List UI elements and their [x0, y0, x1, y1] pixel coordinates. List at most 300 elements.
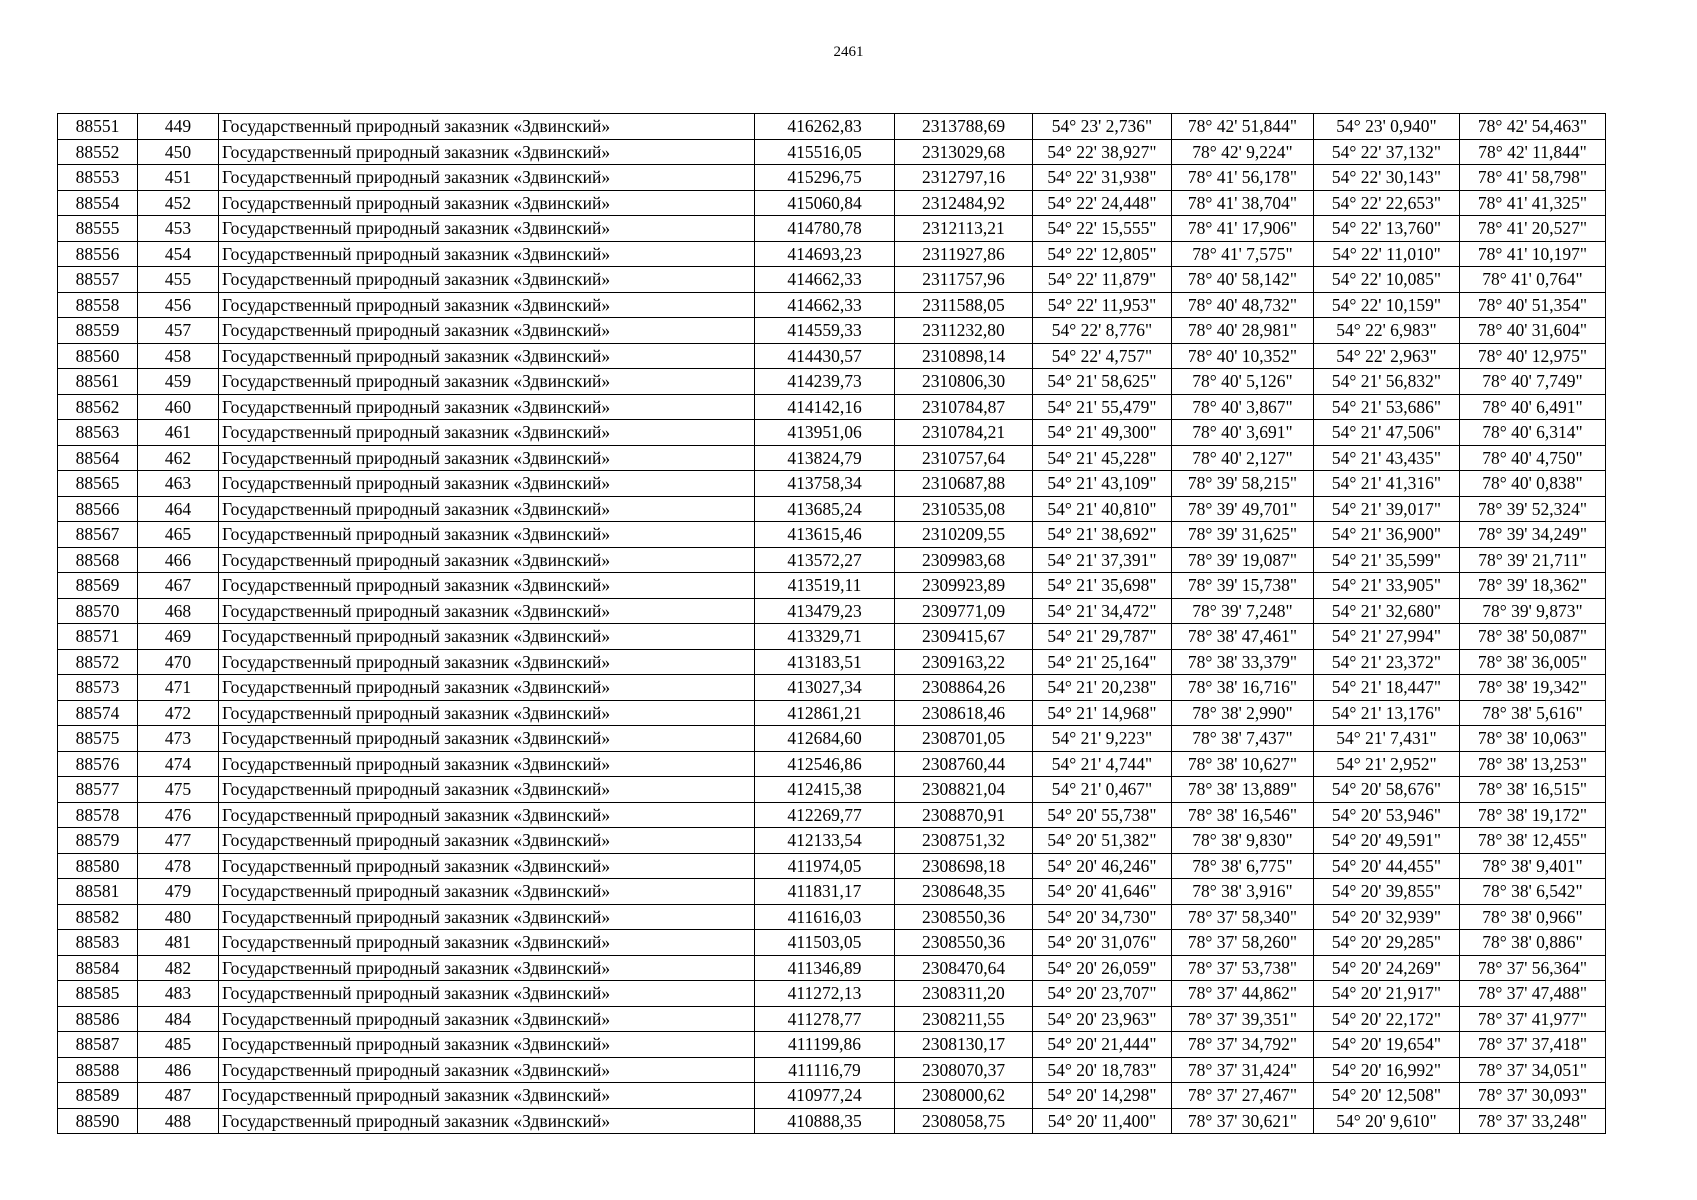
y-coordinate-cell: 2308070,37 [895, 1057, 1033, 1083]
record-id-cell: 88559 [58, 318, 138, 344]
y-coordinate-cell: 2308470,64 [895, 955, 1033, 981]
longitude-2-cell: 78° 38' 5,616" [1460, 700, 1606, 726]
x-coordinate-cell: 411974,05 [755, 853, 895, 879]
table-row [58, 496, 1606, 522]
latitude-1-cell: 54° 22' 12,805" [1033, 241, 1172, 267]
point-number-cell: 454 [138, 241, 219, 267]
point-number-cell: 449 [138, 114, 219, 140]
y-coordinate-cell: 2312797,16 [895, 165, 1033, 191]
x-coordinate-cell: 413824,79 [755, 445, 895, 471]
x-coordinate-cell: 413519,11 [755, 573, 895, 599]
table-body [58, 114, 1606, 1134]
table-row [58, 216, 1606, 242]
record-id-cell: 88582 [58, 904, 138, 930]
record-id-cell: 88588 [58, 1057, 138, 1083]
point-number-cell: 459 [138, 369, 219, 395]
table-row [58, 981, 1606, 1007]
x-coordinate-cell: 415296,75 [755, 165, 895, 191]
longitude-2-cell: 78° 40' 0,838" [1460, 471, 1606, 497]
y-coordinate-cell: 2308864,26 [895, 675, 1033, 701]
table-row [58, 318, 1606, 344]
latitude-2-cell: 54° 22' 22,653" [1314, 190, 1460, 216]
point-number-cell: 450 [138, 139, 219, 165]
object-name-cell: Государственный природный заказник «Здвинский» [219, 930, 755, 956]
x-coordinate-cell: 414662,33 [755, 292, 895, 318]
latitude-1-cell: 54° 21' 55,479" [1033, 394, 1172, 420]
point-number-cell: 471 [138, 675, 219, 701]
table-row [58, 930, 1606, 956]
y-coordinate-cell: 2311927,86 [895, 241, 1033, 267]
longitude-1-cell: 78° 39' 58,215" [1172, 471, 1314, 497]
table-row [58, 522, 1606, 548]
latitude-2-cell: 54° 20' 12,508" [1314, 1083, 1460, 1109]
record-id-cell: 88560 [58, 343, 138, 369]
latitude-1-cell: 54° 20' 51,382" [1033, 828, 1172, 854]
coordinates-table [57, 113, 1606, 1134]
table-row [58, 624, 1606, 650]
table-row [58, 394, 1606, 420]
latitude-1-cell: 54° 22' 8,776" [1033, 318, 1172, 344]
latitude-2-cell: 54° 23' 0,940" [1314, 114, 1460, 140]
longitude-2-cell: 78° 38' 50,087" [1460, 624, 1606, 650]
x-coordinate-cell: 411831,17 [755, 879, 895, 905]
x-coordinate-cell: 413615,46 [755, 522, 895, 548]
latitude-2-cell: 54° 21' 27,994" [1314, 624, 1460, 650]
point-number-cell: 461 [138, 420, 219, 446]
longitude-2-cell: 78° 37' 41,977" [1460, 1006, 1606, 1032]
object-name-cell: Государственный природный заказник «Здвинский» [219, 445, 755, 471]
record-id-cell: 88563 [58, 420, 138, 446]
record-id-cell: 88590 [58, 1108, 138, 1134]
y-coordinate-cell: 2311757,96 [895, 267, 1033, 293]
point-number-cell: 484 [138, 1006, 219, 1032]
longitude-1-cell: 78° 41' 7,575" [1172, 241, 1314, 267]
latitude-2-cell: 54° 21' 39,017" [1314, 496, 1460, 522]
latitude-2-cell: 54° 22' 10,159" [1314, 292, 1460, 318]
record-id-cell: 88587 [58, 1032, 138, 1058]
record-id-cell: 88581 [58, 879, 138, 905]
longitude-1-cell: 78° 38' 2,990" [1172, 700, 1314, 726]
object-name-cell: Государственный природный заказник «Здвинский» [219, 114, 755, 140]
longitude-2-cell: 78° 37' 37,418" [1460, 1032, 1606, 1058]
latitude-1-cell: 54° 21' 34,472" [1033, 598, 1172, 624]
longitude-2-cell: 78° 41' 0,764" [1460, 267, 1606, 293]
object-name-cell: Государственный природный заказник «Здвинский» [219, 267, 755, 293]
latitude-1-cell: 54° 22' 38,927" [1033, 139, 1172, 165]
latitude-1-cell: 54° 22' 24,448" [1033, 190, 1172, 216]
x-coordinate-cell: 412269,77 [755, 802, 895, 828]
record-id-cell: 88554 [58, 190, 138, 216]
y-coordinate-cell: 2308760,44 [895, 751, 1033, 777]
table-row [58, 700, 1606, 726]
record-id-cell: 88553 [58, 165, 138, 191]
point-number-cell: 462 [138, 445, 219, 471]
longitude-2-cell: 78° 38' 36,005" [1460, 649, 1606, 675]
x-coordinate-cell: 414693,23 [755, 241, 895, 267]
latitude-1-cell: 54° 21' 25,164" [1033, 649, 1172, 675]
object-name-cell: Государственный природный заказник «Здвинский» [219, 1006, 755, 1032]
longitude-2-cell: 78° 39' 21,711" [1460, 547, 1606, 573]
longitude-1-cell: 78° 38' 16,716" [1172, 675, 1314, 701]
point-number-cell: 458 [138, 343, 219, 369]
table-row [58, 114, 1606, 140]
latitude-2-cell: 54° 22' 2,963" [1314, 343, 1460, 369]
record-id-cell: 88577 [58, 777, 138, 803]
longitude-1-cell: 78° 38' 47,461" [1172, 624, 1314, 650]
latitude-1-cell: 54° 22' 11,879" [1033, 267, 1172, 293]
table-row [58, 853, 1606, 879]
object-name-cell: Государственный природный заказник «Здвинский» [219, 547, 755, 573]
latitude-2-cell: 54° 21' 53,686" [1314, 394, 1460, 420]
longitude-2-cell: 78° 38' 10,063" [1460, 726, 1606, 752]
y-coordinate-cell: 2310687,88 [895, 471, 1033, 497]
longitude-1-cell: 78° 41' 38,704" [1172, 190, 1314, 216]
object-name-cell: Государственный природный заказник «Здвинский» [219, 369, 755, 395]
x-coordinate-cell: 416262,83 [755, 114, 895, 140]
y-coordinate-cell: 2311588,05 [895, 292, 1033, 318]
longitude-1-cell: 78° 40' 48,732" [1172, 292, 1314, 318]
record-id-cell: 88576 [58, 751, 138, 777]
point-number-cell: 469 [138, 624, 219, 650]
point-number-cell: 453 [138, 216, 219, 242]
y-coordinate-cell: 2309771,09 [895, 598, 1033, 624]
y-coordinate-cell: 2308130,17 [895, 1032, 1033, 1058]
latitude-1-cell: 54° 21' 45,228" [1033, 445, 1172, 471]
point-number-cell: 463 [138, 471, 219, 497]
x-coordinate-cell: 411616,03 [755, 904, 895, 930]
table-row [58, 1032, 1606, 1058]
latitude-1-cell: 54° 20' 14,298" [1033, 1083, 1172, 1109]
longitude-2-cell: 78° 40' 31,604" [1460, 318, 1606, 344]
object-name-cell: Государственный природный заказник «Здвинский» [219, 190, 755, 216]
longitude-1-cell: 78° 38' 13,889" [1172, 777, 1314, 803]
latitude-1-cell: 54° 20' 26,059" [1033, 955, 1172, 981]
x-coordinate-cell: 413572,27 [755, 547, 895, 573]
x-coordinate-cell: 413758,34 [755, 471, 895, 497]
longitude-2-cell: 78° 40' 7,749" [1460, 369, 1606, 395]
y-coordinate-cell: 2312484,92 [895, 190, 1033, 216]
longitude-1-cell: 78° 38' 10,627" [1172, 751, 1314, 777]
table-row [58, 777, 1606, 803]
object-name-cell: Государственный природный заказник «Здвинский» [219, 394, 755, 420]
latitude-1-cell: 54° 22' 31,938" [1033, 165, 1172, 191]
object-name-cell: Государственный природный заказник «Здвинский» [219, 241, 755, 267]
latitude-1-cell: 54° 21' 9,223" [1033, 726, 1172, 752]
y-coordinate-cell: 2313788,69 [895, 114, 1033, 140]
latitude-2-cell: 54° 21' 36,900" [1314, 522, 1460, 548]
y-coordinate-cell: 2309923,89 [895, 573, 1033, 599]
latitude-1-cell: 54° 21' 40,810" [1033, 496, 1172, 522]
x-coordinate-cell: 411503,05 [755, 930, 895, 956]
table-row [58, 726, 1606, 752]
longitude-1-cell: 78° 40' 3,867" [1172, 394, 1314, 420]
longitude-1-cell: 78° 40' 58,142" [1172, 267, 1314, 293]
x-coordinate-cell: 411278,77 [755, 1006, 895, 1032]
latitude-2-cell: 54° 22' 13,760" [1314, 216, 1460, 242]
latitude-1-cell: 54° 21' 37,391" [1033, 547, 1172, 573]
longitude-1-cell: 78° 37' 44,862" [1172, 981, 1314, 1007]
point-number-cell: 452 [138, 190, 219, 216]
latitude-1-cell: 54° 21' 20,238" [1033, 675, 1172, 701]
x-coordinate-cell: 411199,86 [755, 1032, 895, 1058]
y-coordinate-cell: 2308870,91 [895, 802, 1033, 828]
object-name-cell: Государственный природный заказник «Здвинский» [219, 318, 755, 344]
table-row [58, 190, 1606, 216]
y-coordinate-cell: 2308698,18 [895, 853, 1033, 879]
longitude-1-cell: 78° 40' 10,352" [1172, 343, 1314, 369]
longitude-1-cell: 78° 42' 51,844" [1172, 114, 1314, 140]
latitude-2-cell: 54° 21' 18,447" [1314, 675, 1460, 701]
longitude-2-cell: 78° 38' 0,966" [1460, 904, 1606, 930]
longitude-2-cell: 78° 40' 6,491" [1460, 394, 1606, 420]
longitude-2-cell: 78° 37' 34,051" [1460, 1057, 1606, 1083]
latitude-2-cell: 54° 22' 6,983" [1314, 318, 1460, 344]
record-id-cell: 88572 [58, 649, 138, 675]
point-number-cell: 465 [138, 522, 219, 548]
y-coordinate-cell: 2308618,46 [895, 700, 1033, 726]
latitude-1-cell: 54° 22' 11,953" [1033, 292, 1172, 318]
longitude-2-cell: 78° 39' 18,362" [1460, 573, 1606, 599]
object-name-cell: Государственный природный заказник «Здвинский» [219, 496, 755, 522]
longitude-1-cell: 78° 37' 58,340" [1172, 904, 1314, 930]
table-row [58, 751, 1606, 777]
y-coordinate-cell: 2308821,04 [895, 777, 1033, 803]
latitude-1-cell: 54° 21' 35,698" [1033, 573, 1172, 599]
point-number-cell: 486 [138, 1057, 219, 1083]
table-row [58, 267, 1606, 293]
y-coordinate-cell: 2312113,21 [895, 216, 1033, 242]
y-coordinate-cell: 2308000,62 [895, 1083, 1033, 1109]
object-name-cell: Государственный природный заказник «Здвинский» [219, 802, 755, 828]
object-name-cell: Государственный природный заказник «Здвинский» [219, 904, 755, 930]
table-row [58, 241, 1606, 267]
object-name-cell: Государственный природный заказник «Здвинский» [219, 598, 755, 624]
point-number-cell: 479 [138, 879, 219, 905]
object-name-cell: Государственный природный заказник «Здвинский» [219, 828, 755, 854]
record-id-cell: 88589 [58, 1083, 138, 1109]
record-id-cell: 88579 [58, 828, 138, 854]
y-coordinate-cell: 2310209,55 [895, 522, 1033, 548]
latitude-2-cell: 54° 20' 16,992" [1314, 1057, 1460, 1083]
latitude-2-cell: 54° 20' 49,591" [1314, 828, 1460, 854]
record-id-cell: 88558 [58, 292, 138, 318]
longitude-2-cell: 78° 40' 12,975" [1460, 343, 1606, 369]
point-number-cell: 487 [138, 1083, 219, 1109]
longitude-2-cell: 78° 39' 52,324" [1460, 496, 1606, 522]
latitude-2-cell: 54° 21' 56,832" [1314, 369, 1460, 395]
longitude-1-cell: 78° 37' 53,738" [1172, 955, 1314, 981]
object-name-cell: Государственный природный заказник «Здвинский» [219, 165, 755, 191]
y-coordinate-cell: 2308550,36 [895, 930, 1033, 956]
object-name-cell: Государственный природный заказник «Здвинский» [219, 726, 755, 752]
table-row [58, 420, 1606, 446]
latitude-2-cell: 54° 20' 58,676" [1314, 777, 1460, 803]
longitude-2-cell: 78° 42' 11,844" [1460, 139, 1606, 165]
latitude-2-cell: 54° 21' 32,680" [1314, 598, 1460, 624]
table-row [58, 369, 1606, 395]
latitude-1-cell: 54° 20' 23,963" [1033, 1006, 1172, 1032]
y-coordinate-cell: 2308648,35 [895, 879, 1033, 905]
table-row [58, 471, 1606, 497]
record-id-cell: 88570 [58, 598, 138, 624]
latitude-2-cell: 54° 21' 7,431" [1314, 726, 1460, 752]
longitude-1-cell: 78° 41' 17,906" [1172, 216, 1314, 242]
point-number-cell: 488 [138, 1108, 219, 1134]
longitude-2-cell: 78° 37' 33,248" [1460, 1108, 1606, 1134]
longitude-2-cell: 78° 38' 19,342" [1460, 675, 1606, 701]
table-row [58, 675, 1606, 701]
longitude-2-cell: 78° 38' 9,401" [1460, 853, 1606, 879]
longitude-2-cell: 78° 41' 10,197" [1460, 241, 1606, 267]
table-row [58, 802, 1606, 828]
longitude-1-cell: 78° 37' 34,792" [1172, 1032, 1314, 1058]
latitude-2-cell: 54° 20' 22,172" [1314, 1006, 1460, 1032]
latitude-2-cell: 54° 20' 9,610" [1314, 1108, 1460, 1134]
latitude-2-cell: 54° 20' 21,917" [1314, 981, 1460, 1007]
record-id-cell: 88557 [58, 267, 138, 293]
longitude-1-cell: 78° 39' 31,625" [1172, 522, 1314, 548]
table-row [58, 955, 1606, 981]
x-coordinate-cell: 415060,84 [755, 190, 895, 216]
latitude-2-cell: 54° 21' 35,599" [1314, 547, 1460, 573]
latitude-2-cell: 54° 21' 41,316" [1314, 471, 1460, 497]
point-number-cell: 460 [138, 394, 219, 420]
longitude-1-cell: 78° 42' 9,224" [1172, 139, 1314, 165]
latitude-1-cell: 54° 21' 43,109" [1033, 471, 1172, 497]
record-id-cell: 88555 [58, 216, 138, 242]
table-row [58, 139, 1606, 165]
x-coordinate-cell: 414780,78 [755, 216, 895, 242]
x-coordinate-cell: 411272,13 [755, 981, 895, 1007]
table-row [58, 828, 1606, 854]
record-id-cell: 88580 [58, 853, 138, 879]
object-name-cell: Государственный природный заказник «Здвинский» [219, 522, 755, 548]
x-coordinate-cell: 414559,33 [755, 318, 895, 344]
x-coordinate-cell: 410977,24 [755, 1083, 895, 1109]
latitude-2-cell: 54° 21' 43,435" [1314, 445, 1460, 471]
point-number-cell: 476 [138, 802, 219, 828]
record-id-cell: 88552 [58, 139, 138, 165]
longitude-1-cell: 78° 37' 30,621" [1172, 1108, 1314, 1134]
object-name-cell: Государственный природный заказник «Здвинский» [219, 1057, 755, 1083]
latitude-2-cell: 54° 22' 37,132" [1314, 139, 1460, 165]
latitude-1-cell: 54° 21' 38,692" [1033, 522, 1172, 548]
latitude-2-cell: 54° 20' 44,455" [1314, 853, 1460, 879]
latitude-1-cell: 54° 21' 14,968" [1033, 700, 1172, 726]
object-name-cell: Государственный природный заказник «Здвинский» [219, 981, 755, 1007]
table-row [58, 165, 1606, 191]
point-number-cell: 481 [138, 930, 219, 956]
longitude-1-cell: 78° 41' 56,178" [1172, 165, 1314, 191]
latitude-2-cell: 54° 21' 47,506" [1314, 420, 1460, 446]
latitude-1-cell: 54° 21' 4,744" [1033, 751, 1172, 777]
latitude-2-cell: 54° 20' 19,654" [1314, 1032, 1460, 1058]
latitude-1-cell: 54° 20' 23,707" [1033, 981, 1172, 1007]
longitude-1-cell: 78° 38' 6,775" [1172, 853, 1314, 879]
latitude-1-cell: 54° 21' 29,787" [1033, 624, 1172, 650]
x-coordinate-cell: 415516,05 [755, 139, 895, 165]
longitude-2-cell: 78° 37' 30,093" [1460, 1083, 1606, 1109]
point-number-cell: 474 [138, 751, 219, 777]
record-id-cell: 88575 [58, 726, 138, 752]
point-number-cell: 466 [138, 547, 219, 573]
object-name-cell: Государственный природный заказник «Здвинский» [219, 624, 755, 650]
y-coordinate-cell: 2311232,80 [895, 318, 1033, 344]
point-number-cell: 457 [138, 318, 219, 344]
longitude-2-cell: 78° 41' 41,325" [1460, 190, 1606, 216]
y-coordinate-cell: 2310535,08 [895, 496, 1033, 522]
latitude-2-cell: 54° 21' 33,905" [1314, 573, 1460, 599]
latitude-1-cell: 54° 21' 58,625" [1033, 369, 1172, 395]
record-id-cell: 88565 [58, 471, 138, 497]
y-coordinate-cell: 2308311,20 [895, 981, 1033, 1007]
page-number: 2461 [833, 44, 864, 60]
latitude-2-cell: 54° 22' 11,010" [1314, 241, 1460, 267]
record-id-cell: 88556 [58, 241, 138, 267]
point-number-cell: 456 [138, 292, 219, 318]
longitude-2-cell: 78° 38' 6,542" [1460, 879, 1606, 905]
latitude-1-cell: 54° 20' 21,444" [1033, 1032, 1172, 1058]
x-coordinate-cell: 413183,51 [755, 649, 895, 675]
record-id-cell: 88568 [58, 547, 138, 573]
latitude-2-cell: 54° 20' 53,946" [1314, 802, 1460, 828]
y-coordinate-cell: 2310784,21 [895, 420, 1033, 446]
object-name-cell: Государственный природный заказник «Здвинский» [219, 700, 755, 726]
latitude-1-cell: 54° 21' 0,467" [1033, 777, 1172, 803]
latitude-1-cell: 54° 22' 15,555" [1033, 216, 1172, 242]
longitude-2-cell: 78° 41' 58,798" [1460, 165, 1606, 191]
latitude-1-cell: 54° 20' 46,246" [1033, 853, 1172, 879]
x-coordinate-cell: 413329,71 [755, 624, 895, 650]
table-row [58, 292, 1606, 318]
table-row [58, 1108, 1606, 1134]
record-id-cell: 88562 [58, 394, 138, 420]
latitude-2-cell: 54° 21' 13,176" [1314, 700, 1460, 726]
latitude-2-cell: 54° 20' 39,855" [1314, 879, 1460, 905]
record-id-cell: 88573 [58, 675, 138, 701]
y-coordinate-cell: 2308058,75 [895, 1108, 1033, 1134]
longitude-2-cell: 78° 40' 6,314" [1460, 420, 1606, 446]
x-coordinate-cell: 412415,38 [755, 777, 895, 803]
longitude-1-cell: 78° 39' 19,087" [1172, 547, 1314, 573]
longitude-2-cell: 78° 37' 56,364" [1460, 955, 1606, 981]
point-number-cell: 472 [138, 700, 219, 726]
point-number-cell: 482 [138, 955, 219, 981]
longitude-1-cell: 78° 38' 16,546" [1172, 802, 1314, 828]
latitude-1-cell: 54° 20' 55,738" [1033, 802, 1172, 828]
y-coordinate-cell: 2310757,64 [895, 445, 1033, 471]
latitude-1-cell: 54° 20' 18,783" [1033, 1057, 1172, 1083]
longitude-1-cell: 78° 37' 31,424" [1172, 1057, 1314, 1083]
record-id-cell: 88574 [58, 700, 138, 726]
object-name-cell: Государственный природный заказник «Здвинский» [219, 292, 755, 318]
x-coordinate-cell: 412861,21 [755, 700, 895, 726]
point-number-cell: 480 [138, 904, 219, 930]
object-name-cell: Государственный природный заказник «Здвинский» [219, 343, 755, 369]
point-number-cell: 467 [138, 573, 219, 599]
longitude-2-cell: 78° 37' 47,488" [1460, 981, 1606, 1007]
table-row [58, 649, 1606, 675]
latitude-2-cell: 54° 21' 2,952" [1314, 751, 1460, 777]
object-name-cell: Государственный природный заказник «Здвинский» [219, 879, 755, 905]
y-coordinate-cell: 2309983,68 [895, 547, 1033, 573]
longitude-2-cell: 78° 39' 34,249" [1460, 522, 1606, 548]
table-row [58, 343, 1606, 369]
object-name-cell: Государственный природный заказник «Здвинский» [219, 751, 755, 777]
point-number-cell: 483 [138, 981, 219, 1007]
y-coordinate-cell: 2310784,87 [895, 394, 1033, 420]
x-coordinate-cell: 412684,60 [755, 726, 895, 752]
